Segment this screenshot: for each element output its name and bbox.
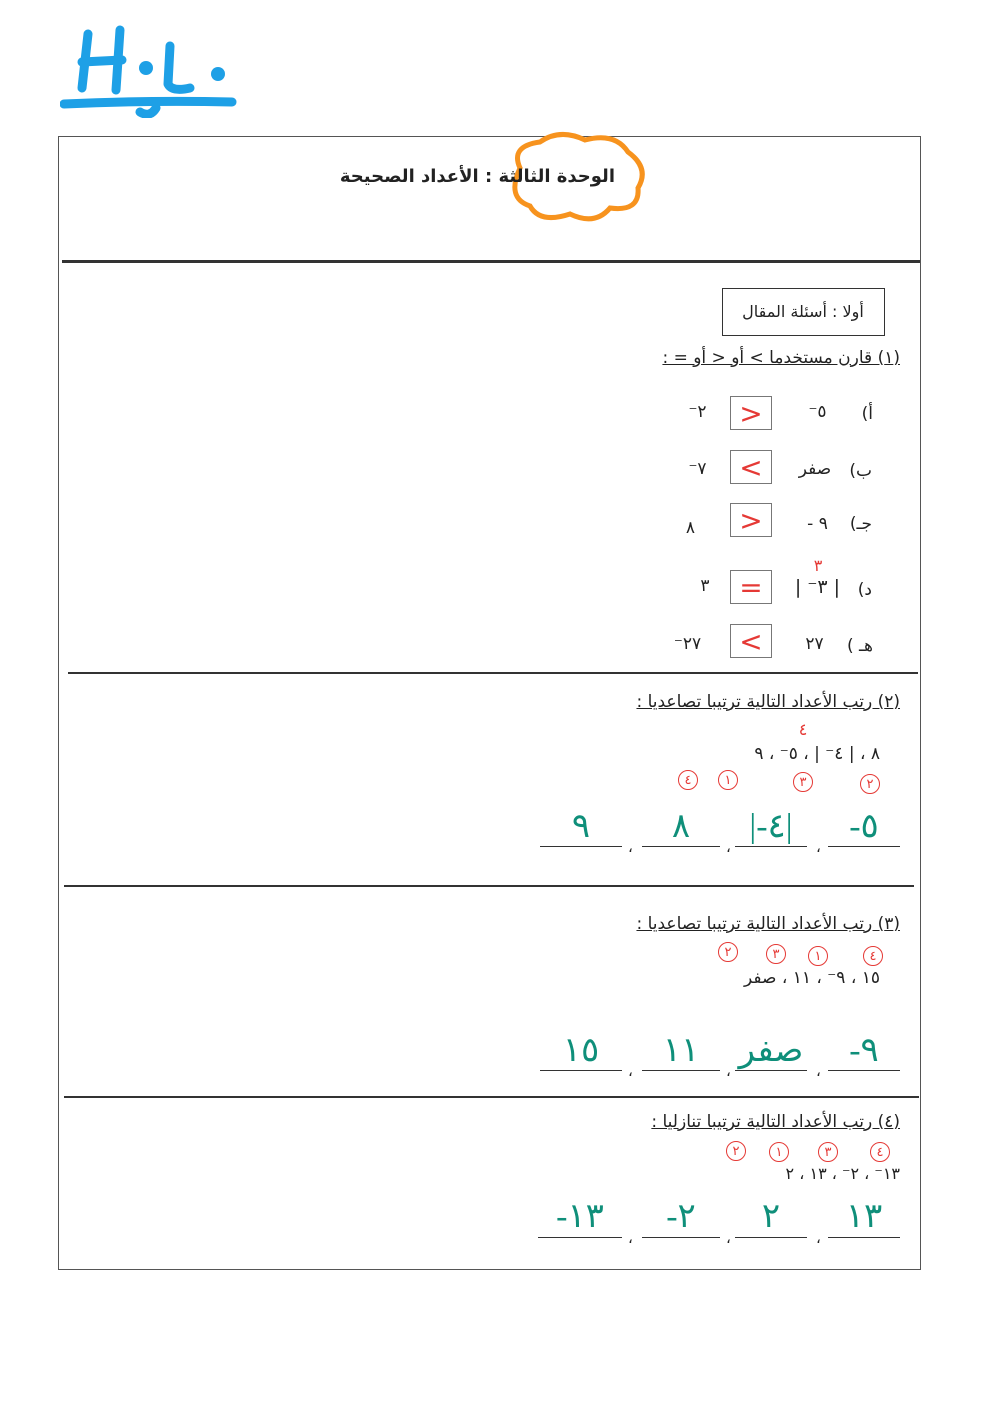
logo-icon [60, 18, 240, 118]
q2-blank-4 [540, 846, 622, 847]
page-title: الوحدة الثالثة : الأعداد الصحيحة [339, 166, 615, 187]
logo [60, 18, 240, 118]
section-title: أولا : أسئلة المقال [742, 302, 864, 321]
comma: ، [628, 1062, 633, 1080]
q1-right-a: ٢⁻ [688, 402, 707, 422]
q1-right-b: ٧⁻ [688, 459, 707, 479]
header-divider [62, 260, 920, 263]
q2-order-mark: ١ [718, 770, 738, 790]
q2-blank-3 [642, 846, 720, 847]
q1-title: (١) قارن مستخدما > أو < أو = : [662, 348, 900, 368]
q3-answer-4[interactable]: ١٥ [562, 1032, 600, 1069]
q3-answer-2[interactable]: صفر [738, 1032, 804, 1069]
q2-title: (٢) رتب الأعداد التالية ترتيبا تصاعديا : [636, 692, 900, 712]
q4-title: (٤) رتب الأعداد التالية ترتيبا تنازليا : [651, 1112, 900, 1132]
q2-answer-1[interactable]: ٥- [849, 808, 879, 845]
q3-blank-3 [642, 1070, 720, 1071]
q1-label-d: د) [857, 580, 872, 600]
q1-label-b: ب) [849, 461, 872, 481]
q3-blank-4 [540, 1070, 622, 1071]
q1-right-c: ٨ [685, 518, 696, 538]
q3-order-mark: ٢ [718, 942, 738, 962]
q3-order-mark: ٣ [766, 944, 786, 964]
q2-order-mark: ٤ [678, 770, 698, 790]
q3-blank-2 [735, 1070, 807, 1071]
q4-numbers: ١٣⁻ ، ٢⁻ ، ١٣ ، ٢ [785, 1164, 900, 1183]
comma: ، [726, 1229, 731, 1247]
q2-order-mark: ٣ [793, 772, 813, 792]
q3-answer-1[interactable]: ٩- [849, 1032, 879, 1069]
q2-order-mark: ٢ [860, 774, 880, 794]
divider-3 [64, 1096, 919, 1098]
divider-1 [68, 672, 918, 674]
q2-answer-3[interactable]: ٨ [671, 808, 691, 845]
q1-answer-d[interactable]: = [730, 570, 772, 604]
q3-answer-3[interactable]: ١١ [662, 1032, 700, 1069]
q1-answer-a[interactable]: > [730, 396, 772, 430]
comma: ، [816, 1229, 821, 1247]
q4-blank-4 [538, 1237, 622, 1238]
q1-left-a: ٥⁻ [808, 402, 827, 422]
comma: ، [816, 838, 821, 856]
q4-order-mark: ٣ [818, 1142, 838, 1162]
q1-left-e: ٢٧ [805, 634, 824, 654]
q1-right-e: ٢٧⁻ [673, 634, 702, 654]
q4-blank-3 [642, 1237, 720, 1238]
q2-answer-2[interactable]: |٤-| [749, 808, 793, 845]
q2-blank-2 [735, 846, 807, 847]
q1-note-d: ٣ [813, 556, 823, 575]
q3-order-mark: ٤ [863, 946, 883, 966]
comma: ، [628, 838, 633, 856]
q3-title: (٣) رتب الأعداد التالية ترتيبا تصاعديا : [636, 914, 900, 934]
q4-order-mark: ٢ [726, 1141, 746, 1161]
comma: ، [726, 838, 731, 856]
q2-blank-1 [828, 846, 900, 847]
comma: ، [628, 1229, 633, 1247]
q2-numbers: ٨ ، | ٤⁻ | ، ٥⁻ ، ٩ [754, 744, 880, 764]
q3-numbers: ١٥ ، ٩⁻ ، ١١ ، صفر [744, 968, 880, 988]
q4-blank-2 [735, 1237, 807, 1238]
q2-abs-note: ٤ [798, 720, 808, 739]
q4-order-mark: ١ [769, 1142, 789, 1162]
q1-label-e: هـ ) [847, 636, 873, 656]
q4-answer-1[interactable]: ١٣ [845, 1198, 883, 1235]
q4-answer-2[interactable]: ٢ [761, 1198, 781, 1235]
q3-blank-1 [828, 1070, 900, 1071]
comma: ، [726, 1062, 731, 1080]
q1-answer-e[interactable]: < [730, 624, 772, 658]
q4-order-mark: ٤ [870, 1142, 890, 1162]
q4-answer-4[interactable]: ١٣- [556, 1198, 604, 1235]
q1-label-a: أ) [861, 404, 873, 424]
q4-blank-1 [828, 1237, 900, 1238]
q4-answer-3[interactable]: ٢- [666, 1198, 696, 1235]
q1-answer-c[interactable]: > [730, 503, 772, 537]
q2-answer-4[interactable]: ٩ [571, 808, 591, 845]
q1-left-d: | ٣⁻ | [794, 576, 841, 598]
divider-2 [64, 885, 914, 887]
q1-answer-b[interactable]: < [730, 450, 772, 484]
comma: ، [816, 1062, 821, 1080]
q1-right-d: ٣ [700, 576, 710, 596]
q1-label-c: جـ) [849, 514, 872, 534]
q1-left-b: صفر [798, 459, 832, 479]
q3-order-mark: ١ [808, 946, 828, 966]
q1-left-c: ٩ - [807, 514, 828, 534]
